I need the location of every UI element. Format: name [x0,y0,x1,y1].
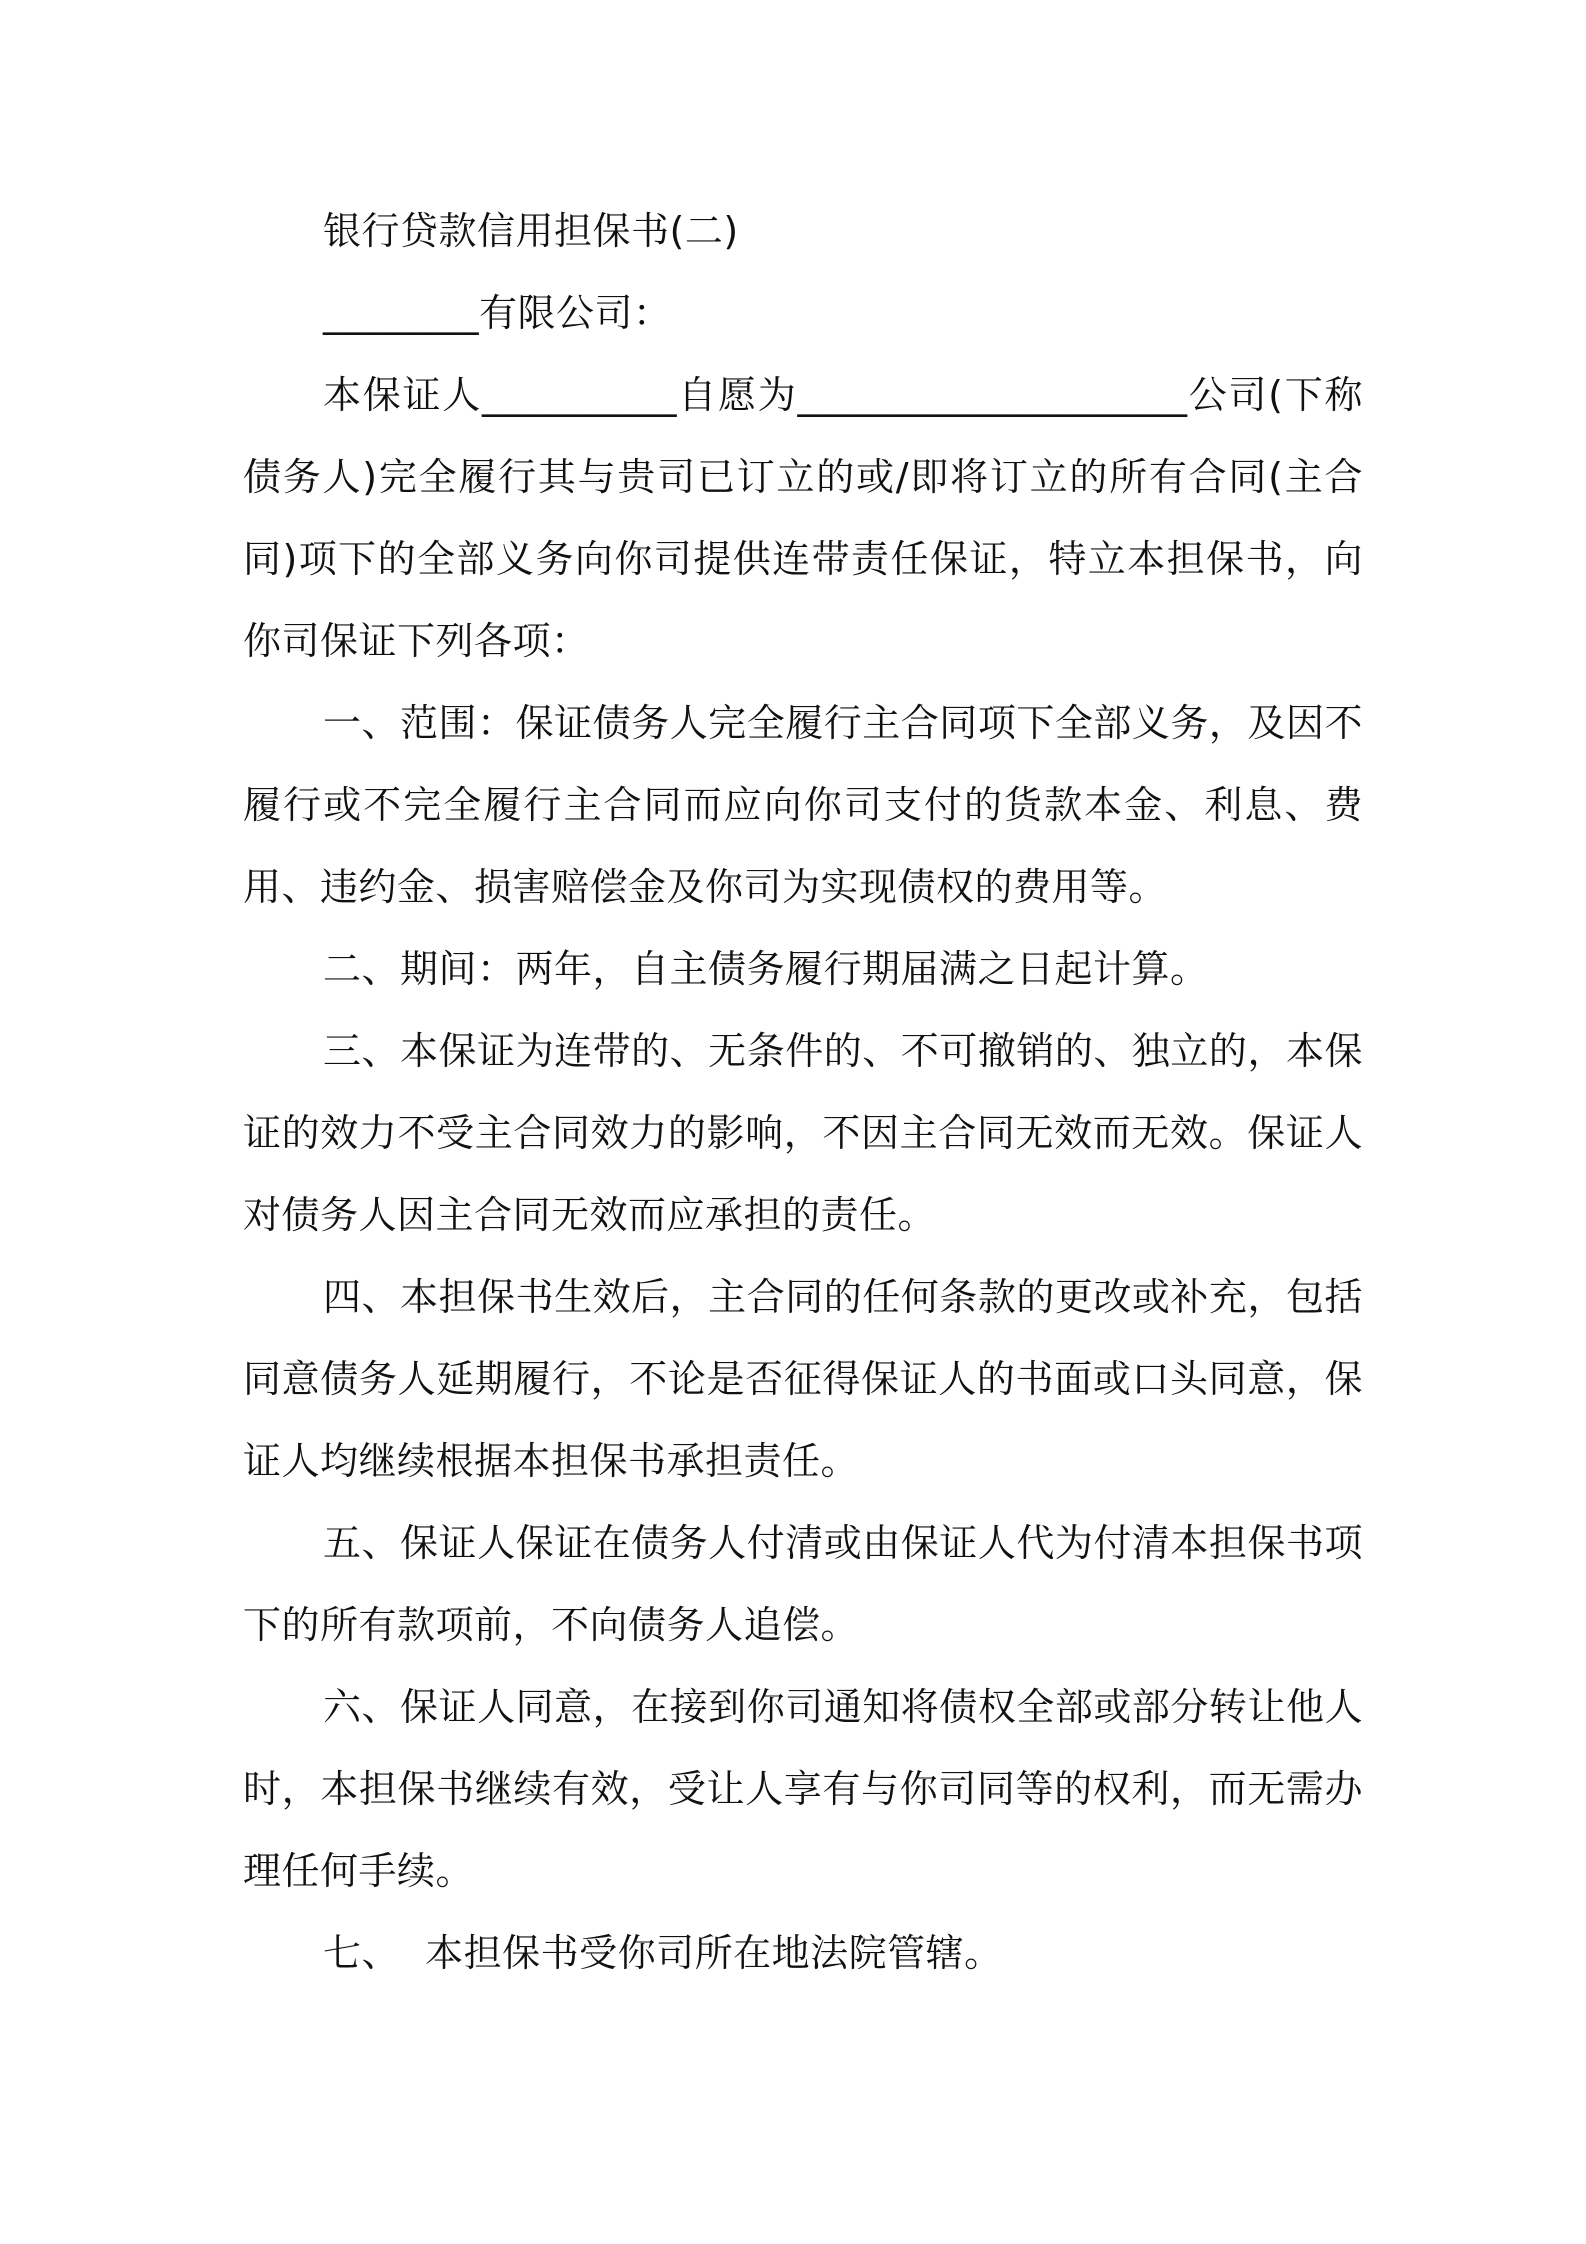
clause-6-assignment: 六、保证人同意，在接到你司通知将债权全部或部分转让他人时，本担保书继续有效，受让人享有与你司同等的权利，而无需办理任何手续。 [243,1685,1363,1893]
clause-1-scope: 一、范围：保证债务人完全履行主合同项下全部义务，及因不履行或不完全履行主合同而应向你司支付的货款本金、利息、费用、违约金、损害赔偿金及你司为实现债权的费用等。 [243,701,1363,909]
clause-4-amendments: 四、本担保书生效后，主合同的任何条款的更改或补充，包括同意债务人延期履行，不论是否征得保证人的书面或口头同意，保证人均继续根据本担保书承担责任。 [243,1275,1363,1483]
clause-2-period: 二、期间：两年，自主债务履行期届满之日起计算。 [323,947,1209,991]
salutation: ________有限公司： [323,291,672,335]
clause-7-jurisdiction: 七、 本担保书受你司所在地法院管辖。 [323,1931,1003,1975]
clause-3-nature: 三、本保证为连带的、无条件的、不可撤销的、独立的，本保证的效力不受主合同效力的影响，不因主合同无效而无效。保证人对债务人因主合同无效而应承担的责任。 [243,1029,1363,1237]
paragraph-intro: 本保证人__________自愿为____________________公司(下称债务人)完全履行其与贵司已订立的或/即将订立的所有合同(主合同)项下的全部义务向你司提供连带责任保证，特立本担保书，向你司保证下列各项： [243,373,1363,663]
document-body [243,190,1363,1994]
document-title: 银行贷款信用担保书(二) [323,209,739,253]
clause-5-recourse: 五、保证人保证在债务人付清或由保证人代为付清本担保书项下的所有款项前，不向债务人追偿。 [243,1521,1363,1647]
